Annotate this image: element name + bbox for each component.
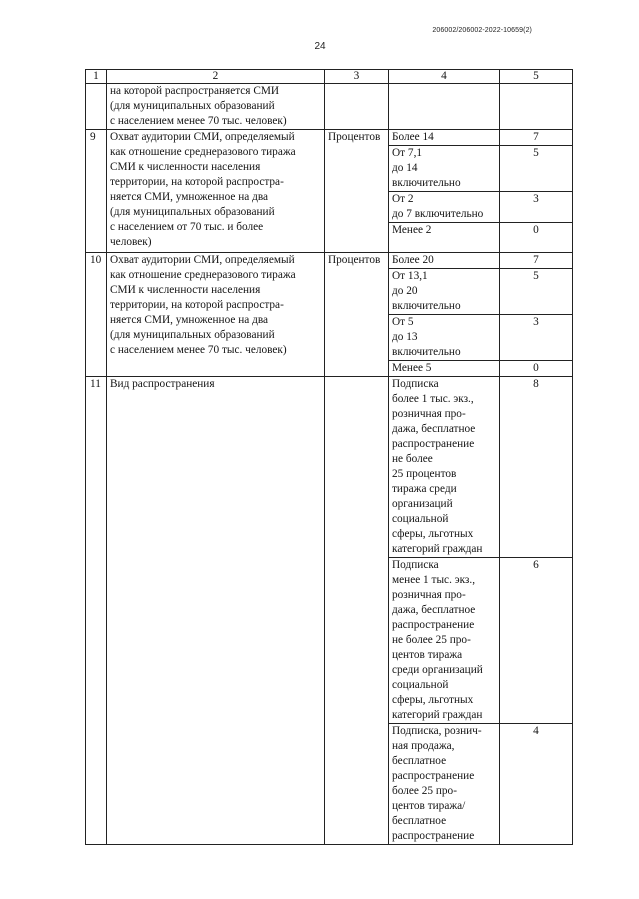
score-cell: 8 <box>500 377 573 558</box>
column-header: 1 <box>86 70 107 84</box>
score-cell: 5 <box>500 269 573 315</box>
table-row <box>86 377 573 558</box>
condition-cell: Более 20 <box>389 253 500 269</box>
row-number-cell: 9 <box>86 130 107 253</box>
unit-cell <box>325 84 389 130</box>
score-cell: 0 <box>500 223 573 253</box>
table-row <box>86 130 573 146</box>
row-number-cell: 10 <box>86 253 107 377</box>
condition-cell: От 13,1 до 20 включительно <box>389 269 500 315</box>
condition-cell: Менее 5 <box>389 361 500 377</box>
score-cell <box>500 84 573 130</box>
document-registration-code: 206002/206002-2022-10659(2) <box>432 27 532 34</box>
condition-cell: От 5 до 13 включительно <box>389 315 500 361</box>
condition-cell <box>389 84 500 130</box>
unit-cell: Процентов <box>325 253 389 377</box>
condition-cell: Подписка более 1 тыс. экз., розничная про- дажа, бесплатное распространение не более 25 процентов тиража среди организаций социальной сферы, льготных категорий граждан <box>389 377 500 558</box>
score-cell: 4 <box>500 724 573 845</box>
criterion-description: Охват аудитории СМИ, определяемый как отношение среднеразового тиража СМИ к численности населения территории, на которой распростра- няется СМИ, умноженное на два (для муниципальных образований с населением от 70 тыс. и более человек) <box>107 130 325 253</box>
score-cell: 5 <box>500 146 573 192</box>
unit-cell: Процентов <box>325 130 389 253</box>
page-number: 24 <box>314 41 326 52</box>
score-cell: 3 <box>500 315 573 361</box>
column-header: 5 <box>500 70 573 84</box>
condition-cell: Более 14 <box>389 130 500 146</box>
score-cell: 6 <box>500 558 573 724</box>
score-cell: 3 <box>500 192 573 223</box>
condition-cell: Подписка менее 1 тыс. экз., розничная про- дажа, бесплатное распространение не более 25 про- центов тиража среди организаций социальной сферы, льготных категорий граждан <box>389 558 500 724</box>
condition-cell: От 7,1 до 14 включительно <box>389 146 500 192</box>
unit-cell <box>325 377 389 845</box>
score-cell: 7 <box>500 253 573 269</box>
criteria-table <box>85 69 573 845</box>
row-number-cell: 11 <box>86 377 107 845</box>
table-row <box>86 253 573 269</box>
column-header: 2 <box>107 70 325 84</box>
row-number-cell <box>86 84 107 130</box>
criterion-description: Вид распространения <box>107 377 325 845</box>
column-header: 3 <box>325 70 389 84</box>
table-header-row <box>86 70 573 84</box>
criterion-description: на которой распространяется СМИ (для муниципальных образований с населением менее 70 тыс. человек) <box>107 84 325 130</box>
condition-cell: Менее 2 <box>389 223 500 253</box>
condition-cell: Подписка, рознич- ная продажа, бесплатное распространение более 25 про- центов тиража/ бесплатное распространение <box>389 724 500 845</box>
column-header: 4 <box>389 70 500 84</box>
condition-cell: От 2 до 7 включительно <box>389 192 500 223</box>
score-cell: 7 <box>500 130 573 146</box>
score-cell: 0 <box>500 361 573 377</box>
table-row <box>86 84 573 130</box>
criterion-description: Охват аудитории СМИ, определяемый как отношение среднеразового тиража СМИ к численности населения территории, на которой распростра- няется СМИ, умноженное на два (для муниципальных образований с населением менее 70 тыс. человек) <box>107 253 325 377</box>
